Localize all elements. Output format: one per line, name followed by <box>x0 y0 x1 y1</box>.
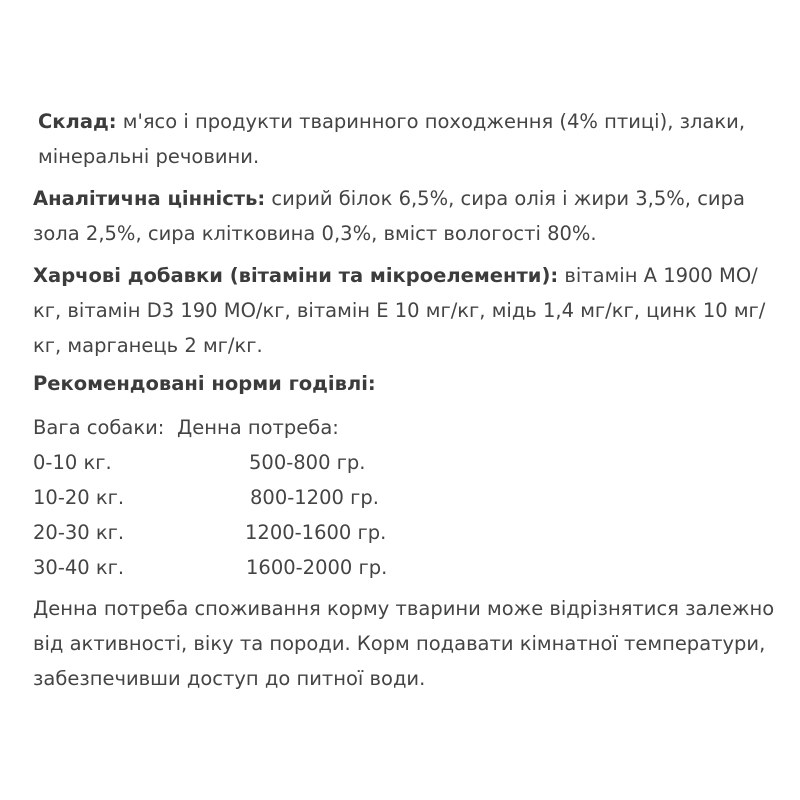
feeding-heading-text: Рекомендовані норми годівлі: <box>33 372 376 395</box>
composition-text: м'ясо і продукти тваринного походження (4% птиці), злаки, мінеральні речовини. <box>38 110 746 168</box>
need-cell: 1200-1600 гр. <box>245 521 387 544</box>
additives-label: Харчові добавки (вітаміни та мікроелементи): <box>33 264 559 287</box>
table-row <box>33 550 533 585</box>
need-cell: 500-800 гр. <box>249 451 366 474</box>
weight-cell: 30-40 кг. <box>33 556 125 579</box>
feeding-heading <box>33 366 778 401</box>
additives-paragraph <box>33 258 778 363</box>
table-row <box>33 480 533 515</box>
weight-cell: 0-10 кг. <box>33 451 112 474</box>
feeding-table <box>33 410 533 585</box>
weight-cell: 20-30 кг. <box>33 521 125 544</box>
table-row <box>33 515 533 550</box>
analytical-text: сирий білок 6,5%, сира олія і жири 3,5%, сира зола 2,5%, сира клітковина 0,3%, вміст вологості 80%. <box>33 187 745 245</box>
analytical-label: Аналітична цінність: <box>33 187 266 210</box>
analytical-paragraph <box>33 181 778 251</box>
weight-cell: 10-20 кг. <box>33 486 125 509</box>
composition-label: Склад: <box>38 110 117 133</box>
additives-text: вітамін А 1900 МО/кг, вітамін D3 190 МО/кг, вітамін Е 10 мг/кг, мідь 1,4 мг/кг, цинк 10 мг/кг, марганець 2 мг/кг. <box>33 264 766 357</box>
need-cell: 800-1200 гр. <box>250 486 379 509</box>
composition-paragraph <box>38 104 783 174</box>
weight-header: Вага собаки: <box>33 416 165 439</box>
need-header: Денна потреба: <box>177 416 339 439</box>
need-cell: 1600-2000 гр. <box>246 556 388 579</box>
feeding-note: Денна потреба споживання корму тварини може відрізнятися залежно від активності, віку та породи. Корм подавати кімнатної температури, забезпечивши доступ до питної води. <box>33 597 775 690</box>
feeding-table-header <box>33 410 533 445</box>
table-row <box>33 445 533 480</box>
